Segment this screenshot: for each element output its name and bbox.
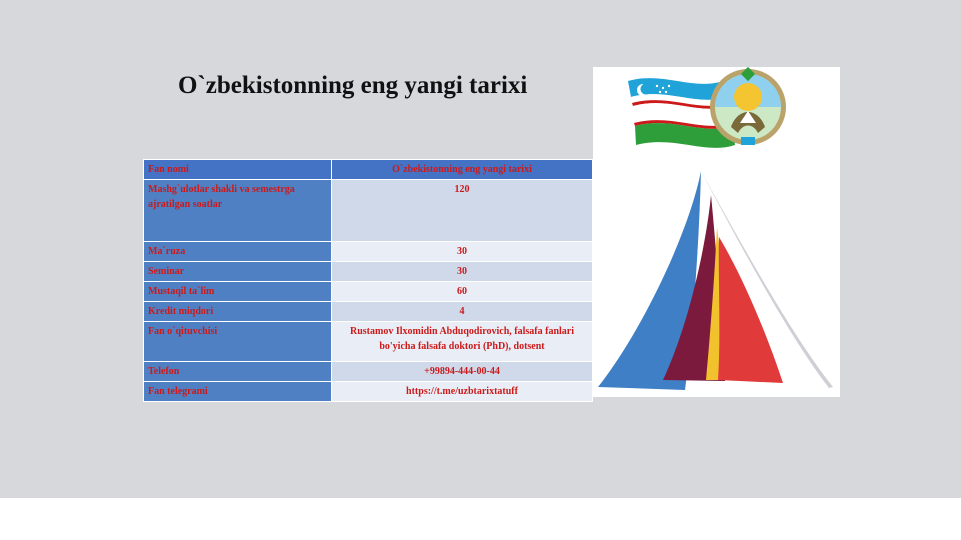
table-row bbox=[144, 282, 593, 302]
table-key-cell: Ma`ruza bbox=[144, 242, 332, 262]
table-row bbox=[144, 362, 593, 382]
table-value-cell: 30 bbox=[332, 242, 593, 262]
table-row bbox=[144, 160, 593, 180]
table-key-cell: Seminar bbox=[144, 262, 332, 282]
table-row bbox=[144, 302, 593, 322]
table-key-cell: Mustaqil ta`lim bbox=[144, 282, 332, 302]
state-emblem-icon bbox=[710, 67, 786, 145]
table-key-cell: Telefon bbox=[144, 362, 332, 382]
table-value-cell: O`zbekistonning eng yangi tarixi bbox=[332, 160, 593, 180]
table-row bbox=[144, 262, 593, 282]
monument-arches-icon bbox=[598, 171, 833, 390]
table-row bbox=[144, 242, 593, 262]
table-value-cell: https://t.me/uzbtarixtatuff bbox=[332, 382, 593, 402]
table-key-cell: Mashg`ulotlar shakli va semestrga ajratilgan soatlar bbox=[144, 180, 332, 242]
emblem-image bbox=[593, 67, 840, 397]
table-value-cell: 60 bbox=[332, 282, 593, 302]
table-value-cell: +99894-444-00-44 bbox=[332, 362, 593, 382]
table-value-cell: 30 bbox=[332, 262, 593, 282]
slide-title: O`zbekistonning eng yangi tarixi bbox=[178, 72, 528, 99]
table-key-cell: Fan telegrami bbox=[144, 382, 332, 402]
table-row bbox=[144, 322, 593, 362]
table-key-cell: Fan nomi bbox=[144, 160, 332, 180]
table-value-cell: 4 bbox=[332, 302, 593, 322]
table-key-cell: Fan o`qituvchisi bbox=[144, 322, 332, 362]
table-row bbox=[144, 382, 593, 402]
table-row bbox=[144, 180, 593, 242]
table-value-cell: Rustamov Ilxomidin Abduqodirovich, falsafa fanlari bo'yicha falsafa doktori (PhD), dotsent bbox=[332, 322, 593, 362]
table-value-cell: 120 bbox=[332, 180, 593, 242]
table-key-cell: Kredit miqdori bbox=[144, 302, 332, 322]
course-info-table bbox=[143, 159, 593, 402]
